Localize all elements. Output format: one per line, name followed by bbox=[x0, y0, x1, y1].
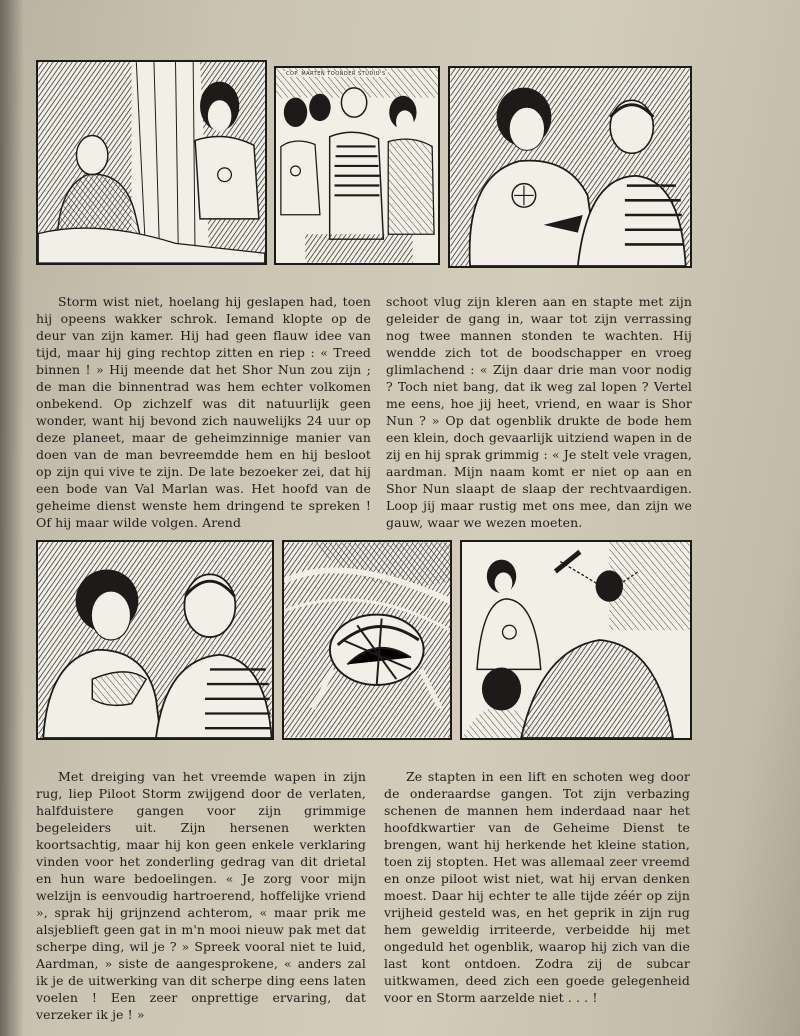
book-gutter-shadow bbox=[0, 0, 24, 1036]
comic-panel-2 bbox=[274, 66, 440, 265]
story-text-part1-left: Storm wist niet, hoelang hij geslapen had, toen hij opeens wakker schrok. Iemand klopte op de deur van zijn kamer. Hij had geen flauw idee van tijd, maar hij ging rechtop zitten en riep : « Treed binnen ! » Hij meende dat het Shor Nun zou zijn ; de man die binnentrad was hem echter volkomen onbekend. Op zichzelf was dit natuurlijk geen wonder, want hij bevond zich nauwelijks 24 uur op deze planeet, maar de geheimzinnige manier van doen van de man bevreemdde hem en hij besloot op zijn qui vive te zijn. De late bezoeker zei, dat hij een bode van Val Marlan was. Het hoofd van de geheime dienst wenste hem dringend te spreken ! Of hij maar wilde volgen. Arend bbox=[36, 294, 371, 530]
panel-5-art bbox=[284, 542, 450, 738]
story-text-part2-left: Met dreiging van het vreemde wapen in zijn rug, liep Piloot Storm zwijgend door de verlaten, halfduistere gangen voor zijn grimmige begeleiders uit. Zijn hersenen werkten koortsachtig, maar hij kon geen enkele verklaring vinden voor het zonderling gedrag van dit drietal en hun ware bedoelingen. « Je zorg voor mijn welzijn is eenvoudig hartroerend, hoffelijke vriend », sprak hij grijnzend achterom, « maar prik me alsjeblieft geen gat in m'n mooi nieuw pak met dat scherpe ding, wil je ? » Spreek vooral niet te luid, Aardman, » siste de aangesprokene, « anders zal ik je de uitwerking van dit scherpe ding eens laten voelen ! Een zeer onprettige ervaring, dat verzeker ik je ! » bbox=[36, 769, 366, 1022]
panel-2-art bbox=[276, 68, 438, 263]
comic-panel-4 bbox=[36, 540, 274, 740]
panel-6-art bbox=[462, 542, 690, 738]
studio-credit-text: COP. MARTEN TOONDER STUDIO'S bbox=[286, 71, 386, 77]
panel-4-art bbox=[38, 542, 272, 738]
panel-3-art bbox=[450, 68, 690, 266]
story-text-part1-right: schoot vlug zijn kleren aan en stapte met zijn geleider de gang in, waar tot zijn verrassing nog twee mannen stonden te wachten. Hij wendde zich tot de boodschapper en vroeg glimlachend : « Zijn daar drie man voor nodig ? Toch niet bang, dat ik weg zal lopen ? Vertel me eens, hoe jij heet, vriend, en waar is Shor Nun ? » Op dat ogenblik drukte de bode hem een klein, doch gevaarlijk uitziend wapen in de zij en hij sprak grimmig : « Je stelt vele vragen, aardman. Mijn naam komt er niet op aan en Shor Nun slaapt de slaap der rechtvaardigen. Loop jij maar rustig met ons mee, dan zijn we gauw, waar we wezen moeten. bbox=[386, 294, 692, 530]
comic-panel-3 bbox=[448, 66, 692, 268]
panel-1-art bbox=[38, 62, 265, 263]
comic-panel-5 bbox=[282, 540, 452, 740]
comic-panel-6 bbox=[460, 540, 692, 740]
comic-panel-1 bbox=[36, 60, 267, 265]
story-text-part2-right: Ze stapten in een lift en schoten weg door de onderaardse gangen. Tot zijn verbazing schenen de mannen hem inderdaad naar het hoofdkwartier van de Geheime Dienst te brengen, want hij herkende het kleine station, toen zij stopten. Het was allemaal zeer vreemd en onze piloot wist niet, wat hij ervan denken moest. Daar hij echter te alle tijde zéér op zijn vrijheid gesteld was, en het geprik in zijn rug hem geweldig irriteerde, verbeidde hij met ongeduld het ogenblik, waarop hij zich van die last kont ontdoen. Zodra zij de subcar uitkwamen, deed zich een goede gelegenheid voor en Storm aarzelde niet . . . ! bbox=[384, 769, 690, 1005]
